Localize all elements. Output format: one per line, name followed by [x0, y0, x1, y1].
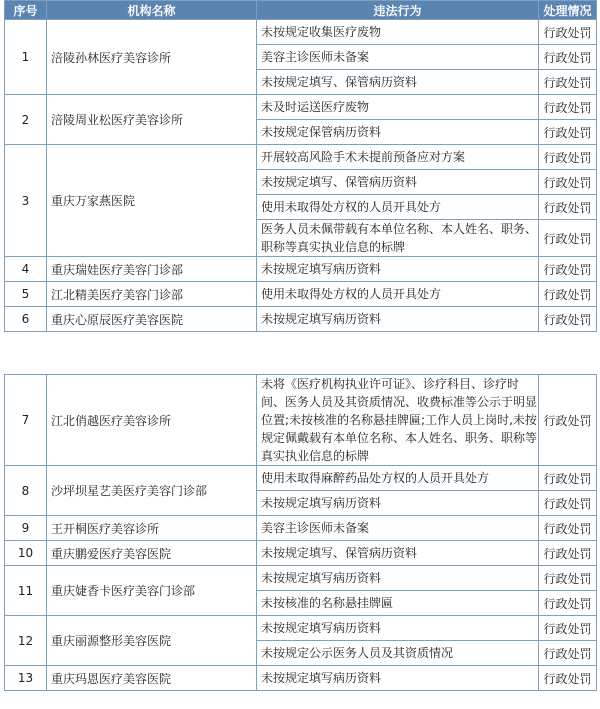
result-text: 行政处罚	[539, 20, 597, 45]
table-row	[5, 20, 597, 45]
result-text: 行政处罚	[539, 491, 597, 516]
row-index: 4	[5, 257, 47, 282]
table-row	[5, 282, 597, 307]
row-index: 8	[5, 466, 47, 516]
row-index: 12	[5, 616, 47, 666]
violation-text: 未按规定公示医务人员及其资质情况	[257, 641, 539, 666]
table-row	[5, 257, 597, 282]
violation-text: 未按规定填写、保管病历资料	[257, 541, 539, 566]
result-text: 行政处罚	[539, 70, 597, 95]
row-index: 10	[5, 541, 47, 566]
result-text: 行政处罚	[539, 120, 597, 145]
violation-text: 未按规定填写病历资料	[257, 616, 539, 641]
org-name: 重庆瑞娃医疗美容门诊部	[47, 257, 257, 282]
org-name: 江北俏越医疗美容诊所	[47, 375, 257, 466]
violation-text: 未将《医疗机构执业许可证》、诊疗科目、诊疗时间、医务人员及其资质情况、收费标准等公示于明显位置;未按核准的名称悬挂牌匾;工作人员上岗时,未按规定佩戴载有本单位名称、本人姓名、职务、职称等真实执业信息的标牌	[257, 375, 539, 466]
result-text: 行政处罚	[539, 516, 597, 541]
result-text: 行政处罚	[539, 45, 597, 70]
org-name: 沙坪坝星艺美医疗美容门诊部	[47, 466, 257, 516]
table-row	[5, 466, 597, 491]
result-text: 行政处罚	[539, 666, 597, 691]
result-text: 行政处罚	[539, 541, 597, 566]
result-text: 行政处罚	[539, 220, 597, 257]
org-name: 江北精美医疗美容门诊部	[47, 282, 257, 307]
violation-text: 未按规定填写、保管病历资料	[257, 170, 539, 195]
result-text: 行政处罚	[539, 282, 597, 307]
table-row	[5, 95, 597, 120]
table-row	[5, 541, 597, 566]
violation-text: 未按规定填写病历资料	[257, 257, 539, 282]
org-name: 重庆丽源整形美容医院	[47, 616, 257, 666]
table-row	[5, 666, 597, 691]
row-index: 7	[5, 375, 47, 466]
violation-text: 未按规定填写病历资料	[257, 307, 539, 332]
result-text: 行政处罚	[539, 591, 597, 616]
violation-text: 未按规定填写、保管病历资料	[257, 70, 539, 95]
violation-text: 使用未取得处方权的人员开具处方	[257, 195, 539, 220]
row-index: 2	[5, 95, 47, 145]
result-text: 行政处罚	[539, 170, 597, 195]
result-text: 行政处罚	[539, 566, 597, 591]
violation-text: 美容主诊医师未备案	[257, 45, 539, 70]
violation-text: 使用未取得麻醉药品处方权的人员开具处方	[257, 466, 539, 491]
table-row	[5, 566, 597, 591]
org-name: 重庆万家燕医院	[47, 145, 257, 257]
org-name: 重庆婕香卡医疗美容门诊部	[47, 566, 257, 616]
org-name: 王开桐医疗美容诊所	[47, 516, 257, 541]
result-text: 行政处罚	[539, 307, 597, 332]
violation-text: 未按规定保管病历资料	[257, 120, 539, 145]
result-text: 行政处罚	[539, 145, 597, 170]
table-row	[5, 616, 597, 641]
header-row	[5, 1, 597, 20]
violation-text: 使用未取得处方权的人员开具处方	[257, 282, 539, 307]
table-row	[5, 145, 597, 170]
table-row	[5, 307, 597, 332]
result-text: 行政处罚	[539, 375, 597, 466]
row-index: 13	[5, 666, 47, 691]
result-text: 行政处罚	[539, 641, 597, 666]
org-name: 涪陵周业松医疗美容诊所	[47, 95, 257, 145]
table-row	[5, 375, 597, 466]
result-text: 行政处罚	[539, 466, 597, 491]
org-name: 涪陵孙林医疗美容诊所	[47, 20, 257, 95]
violation-text: 开展较高风险手术未提前预备应对方案	[257, 145, 539, 170]
result-text: 行政处罚	[539, 257, 597, 282]
row-index: 5	[5, 282, 47, 307]
row-index: 11	[5, 566, 47, 616]
header-violation: 违法行为	[257, 1, 539, 20]
penalty-table-1	[4, 0, 597, 332]
org-name: 重庆心原辰医疗美容医院	[47, 307, 257, 332]
header-result: 处理情况	[539, 1, 597, 20]
row-index: 3	[5, 145, 47, 257]
result-text: 行政处罚	[539, 616, 597, 641]
violation-text: 未及时运送医疗废物	[257, 95, 539, 120]
violation-text: 美容主诊医师未备案	[257, 516, 539, 541]
violation-text: 未按规定收集医疗废物	[257, 20, 539, 45]
violation-text: 医务人员未佩带载有本单位名称、本人姓名、职务、职称等真实执业信息的标牌	[257, 220, 539, 257]
violation-text: 未按规定填写病历资料	[257, 566, 539, 591]
table-row	[5, 516, 597, 541]
violation-text: 未按核准的名称悬挂牌匾	[257, 591, 539, 616]
result-text: 行政处罚	[539, 195, 597, 220]
org-name: 重庆玛恩医疗美容医院	[47, 666, 257, 691]
row-index: 1	[5, 20, 47, 95]
org-name: 重庆鹏爱医疗美容医院	[47, 541, 257, 566]
row-index: 9	[5, 516, 47, 541]
result-text: 行政处罚	[539, 95, 597, 120]
header-idx: 序号	[5, 1, 47, 20]
penalty-table-2	[4, 374, 597, 691]
row-index: 6	[5, 307, 47, 332]
violation-text: 未按规定填写病历资料	[257, 666, 539, 691]
violation-text: 未按规定填写病历资料	[257, 491, 539, 516]
header-org: 机构名称	[47, 1, 257, 20]
